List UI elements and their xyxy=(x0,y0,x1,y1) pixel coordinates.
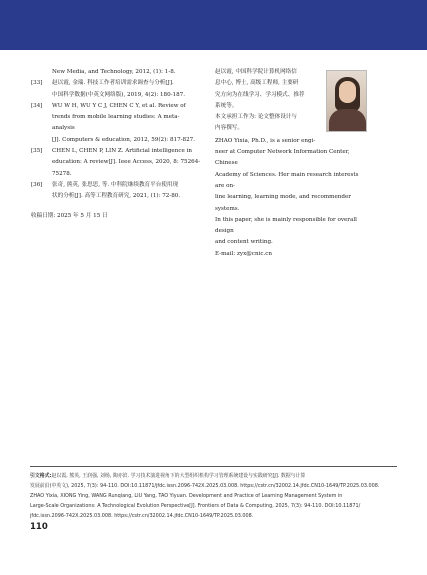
reference-number: [35] xyxy=(31,148,43,155)
bio-line: In this paper, she is mainly responsible for overall design xyxy=(215,216,357,235)
reference-line: 75278. xyxy=(52,170,72,177)
reference-item xyxy=(31,146,201,180)
running-header xyxy=(0,0,427,50)
citation-block xyxy=(30,466,397,521)
reference-line: trends from mobile learning studies: A meta-analysis xyxy=(52,114,180,132)
bio-line: line learning, learning mode, and recommender systems. xyxy=(215,194,351,212)
reference-line: New Media, and Technology, 2012, (1): 1-8. xyxy=(52,69,176,75)
reference-item xyxy=(31,101,201,146)
bio-line: 息中心, 博士, 高级工程师, 主要研 xyxy=(215,80,299,87)
reference-line: 赵以霞, 金瑞. 科技工作者培训需求调查与分析[J]. xyxy=(52,80,174,87)
citation-label: 引文格式: xyxy=(30,473,52,479)
page-number: 110 xyxy=(30,522,48,532)
citation-line: 发展前沿(中英文), 2025, 7(3): 94-110. DOI:10.11871/jfdc.issn.2096-742X.2025.03.008. https://cstr.cn/32002.14.jfdc.CN10-1649/TP.2025.03.008. xyxy=(30,483,380,489)
reference-line: 张奇, 熊英, 张思思, 等. 中科院继续教育平台使用现 xyxy=(52,181,179,188)
bio-line: 内容撰写。 xyxy=(215,125,243,132)
bio-line: 系统等。 xyxy=(215,102,238,109)
reference-number: [36] xyxy=(31,181,43,188)
bio-line: 本文承担工作为: 论文整体设计与 xyxy=(215,114,297,121)
bio-english xyxy=(215,136,367,260)
reference-item xyxy=(31,67,201,78)
bio-line: Academy of Sciences. Her main research interests are on- xyxy=(215,171,359,189)
citation-line: Large-Scale Organizations: A Technological Evolution Perspective[J]. Frontiers of Data & Computing, 2025, 7(3): 94-110. DOI:10.11871/ xyxy=(30,503,361,509)
reference-item xyxy=(31,180,201,203)
bio-chinese xyxy=(215,67,317,135)
bio-line: neer at Computer Network Information Center, Chinese xyxy=(215,149,350,167)
author-bio xyxy=(215,67,367,260)
reference-line: [J]. Computers & education, 2012, 59(2): 817-827. xyxy=(52,136,195,143)
reference-line: 状的分析[J]. 高等工程教育研究, 2021, (1): 72-80. xyxy=(52,193,181,200)
bio-line: 赵以霞, 中国科学院计算机网络信 xyxy=(215,69,297,75)
author-email: E-mail: zyx@cnic.cn xyxy=(215,250,272,257)
references-column xyxy=(31,67,201,222)
reference-line: 中国科学数据(中英文网络版), 2019, 4(2): 180-187. xyxy=(52,91,186,98)
reference-number: [34] xyxy=(31,102,43,109)
reference-line: WU W H, WU Y C J, CHEN C Y, et al. Review of xyxy=(52,102,186,109)
bio-line: 究方向为在线学习、学习模式、推荐 xyxy=(215,91,305,98)
reference-line: education: A review[J]. Ieee Access, 2020, 8: 75264- xyxy=(52,159,201,166)
citation-line xyxy=(30,471,397,481)
citation-line: jfdc.issn.2096-742X.2025.03.008. https://cstr.cn/32002.14.jfdc.CN10-1649/TP.2025.03.008. xyxy=(30,513,254,519)
citation-line: ZHAO Yixia, XIONG Ying, WANG Runqiang, LIU Yang, TAO Yiyuan. Development and Practice of Learning Management System in xyxy=(30,493,343,499)
reference-item xyxy=(31,78,201,101)
reference-number: [33] xyxy=(31,80,43,87)
bio-line: ZHAO Yixia, Ph.D., is a senior engi- xyxy=(215,137,316,144)
received-date: 收稿日期: 2025 年 5 月 15 日 xyxy=(31,212,108,219)
bio-line: and content writing. xyxy=(215,239,273,246)
citation-text: 赵以霞, 熊英, 王润强, 刘杨, 陶亦滨. 学习技术演进视角下的大型组织机构学习管理系统建设与实践研究[J]. 数据与计算 xyxy=(51,473,306,479)
reference-line: CHEN L, CHEN P, LIN Z. Artificial intelligence in xyxy=(52,148,192,155)
author-photo xyxy=(326,70,367,132)
